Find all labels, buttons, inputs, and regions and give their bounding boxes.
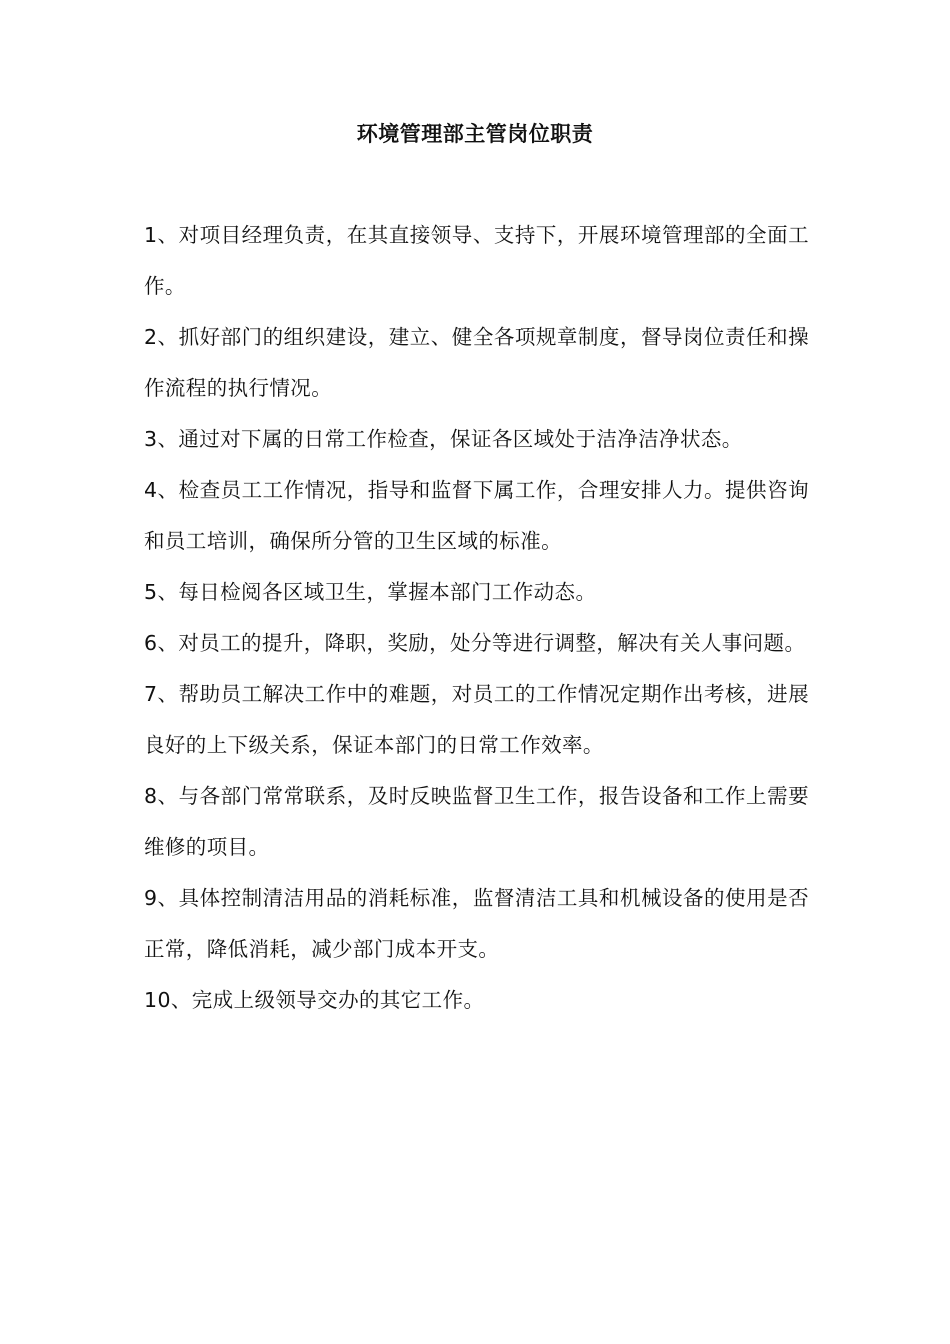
duty-item-9: 9、具体控制清洁用品的消耗标准，监督清洁工具和机械设备的使用是否正常，降低消耗，减少部门成本开支。 [144,886,809,961]
duty-item-2: 2、抓好部门的组织建设，建立、健全各项规章制度，督导岗位责任和操作流程的执行情况。 [144,325,809,400]
duty-item-7: 7、帮助员工解决工作中的难题，对员工的工作情况定期作出考核，进展良好的上下级关系，保证本部门的日常工作效率。 [144,682,809,757]
duty-item-8: 8、与各部门常常联系，及时反映监督卫生工作，报告设备和工作上需要维修的项目。 [144,784,809,859]
duty-item-1: 1、对项目经理负责，在其直接领导、支持下，开展环境管理部的全面工作。 [144,223,809,298]
duty-item-10: 10、完成上级领导交办的其它工作。 [144,988,485,1012]
duty-list [144,210,809,1026]
duty-item-3: 3、通过对下属的日常工作检查，保证各区域处于洁净洁净状态。 [144,427,743,451]
document-title: 环境管理部主管岗位职责 [356,122,594,146]
duty-item-5: 5、每日检阅各区域卫生，掌握本部门工作动态。 [144,580,597,604]
duty-item-6: 6、对员工的提升，降职，奖励，处分等进行调整，解决有关人事问题。 [144,631,806,655]
duty-item-4: 4、检查员工工作情况，指导和监督下属工作，合理安排人力。提供咨询和员工培训，确保所分管的卫生区域的标准。 [144,478,809,553]
